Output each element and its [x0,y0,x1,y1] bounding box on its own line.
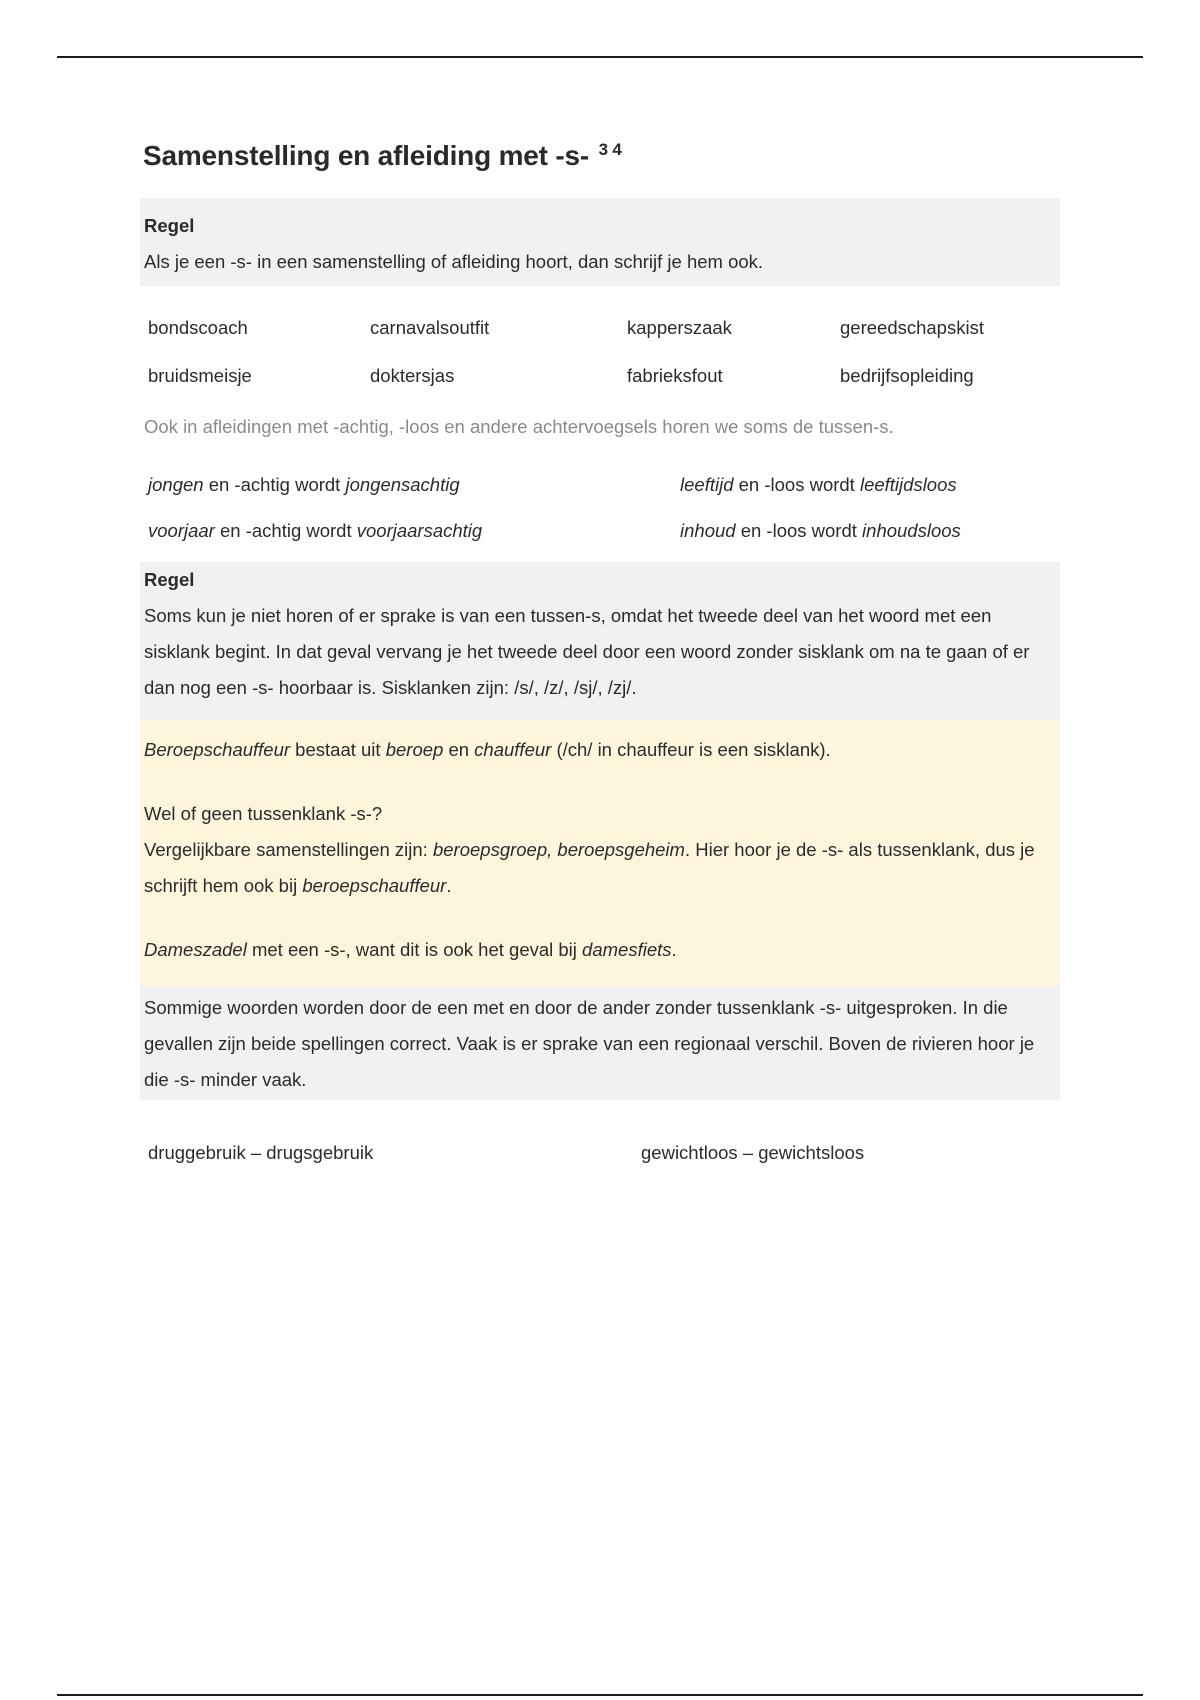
suffix-note: Ook in afleidingen met -achtig, -loos en andere achtervoegsels horen we soms de tussen-s. [144,416,894,437]
rule-label: Regel [144,569,195,590]
derivation-connector: en -loos wordt [735,520,863,541]
emphasis: Dameszadel [144,939,247,960]
rule-text: Soms kun je niet horen of er sprake is van een tussen-s, omdat het tweede deel van het woord met een sisklank begint. In dat geval vervang je het tweede deel door een woord zonder sisklank om na te gaan of er dan nog een -s- hoorbaar is. Sisklanken zijn: /s/, /z/, /sj/, /zj/. [144,605,1030,698]
emphasis: damesfiets [582,939,672,960]
emphasis: chauffeur [474,739,552,760]
derivation-connector: en -achtig wordt [214,520,357,541]
variation-text: Sommige woorden worden door de een met en door de ander zonder tussenklank -s- uitgesproken. In die gevallen zijn beide spellingen correct. Vaak is er sprake van een regionaal verschil. Boven de rivieren hoor je die -s- minder vaak. [144,997,1035,1090]
derivation-connector: en -loos wordt [733,474,860,495]
rule-box-1 [140,198,1060,286]
derivation-item [140,516,672,562]
page-title [143,140,1060,172]
example-word: doktersjas [370,365,455,386]
example-box [140,720,1060,986]
derivation-base: inhoud [680,520,736,541]
title-text: Samenstelling en afleiding met -s- [143,140,589,171]
text: en [443,739,475,760]
rule-label: Regel [144,215,195,236]
derivation-item [140,470,672,516]
derivation-item [672,516,1060,562]
derivation-item [672,470,1060,516]
variation-box [140,986,1060,1100]
spelling-pair: gewichtloos – gewichtsloos [641,1142,865,1163]
example-line-1 [144,732,1056,768]
derivation-connector: en -achtig wordt [203,474,346,495]
emphasis: beroepsgroep, beroepsgeheim [432,839,685,860]
text: . Hier hoor je de -s- als tussenklank, dus je schrijft hem ook bij [144,839,1035,896]
page-content [140,140,1060,1164]
example-word: fabrieksfout [627,365,723,386]
title-footnote-refs: 3 4 [598,140,622,159]
text: met een -s-, want dit is ook het geval bij [246,939,583,960]
spacer [144,768,1056,796]
examples-grid [140,316,1060,412]
text: bestaat uit [290,739,386,760]
emphasis: beroep [385,739,444,760]
example-word: bondscoach [148,317,248,338]
derivation-result: voorjaarsachtig [356,520,483,541]
derivation-base: leeftijd [680,474,734,495]
text: Vergelijkbare samenstellingen zijn: [144,839,433,860]
example-line-3 [144,832,1056,904]
text: (/ch/ in chauffeur is een sisklank). [551,739,831,760]
example-word: bruidsmeisje [148,365,252,386]
derivation-base: voorjaar [148,520,215,541]
bottom-rule [57,1694,1143,1696]
derivation-base: jongen [148,474,204,495]
derivation-result: leeftijdsloos [859,474,957,495]
pairs-grid [140,1142,1060,1164]
derivations-grid [140,470,1060,562]
derivation-result: inhoudsloos [862,520,961,541]
example-word: gereedschapskist [840,317,984,338]
rule-text: Als je een -s- in een samenstelling of afleiding hoort, dan schrijf je hem ook. [144,251,764,272]
example-line-4 [144,932,1056,968]
spacer [144,904,1056,932]
example-word: bedrijfsopleiding [840,365,974,386]
example-question: Wel of geen tussenklank -s-? [144,803,383,824]
text: . [446,875,452,896]
example-word: kapperszaak [627,317,732,338]
emphasis: beroepschauffeur [302,875,447,896]
rule-box-2 [140,562,1060,720]
derivation-result: jongensachtig [345,474,460,495]
emphasis: Beroepschauffeur [144,739,291,760]
example-word: carnavalsoutfit [370,317,490,338]
spelling-pair: druggebruik – drugsgebruik [148,1142,374,1163]
text: . [671,939,677,960]
top-rule [57,56,1143,58]
